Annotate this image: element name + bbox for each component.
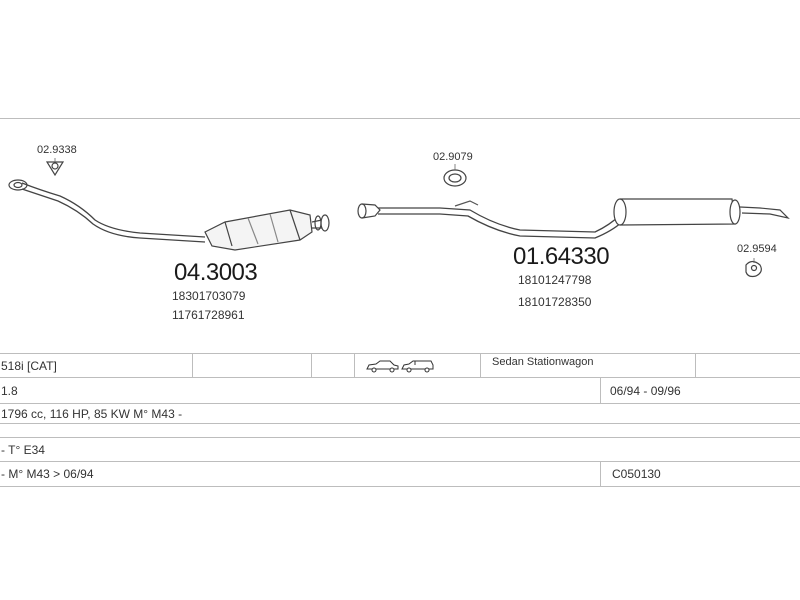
- front-pipe: [22, 183, 205, 237]
- gasket-icon: [47, 162, 63, 175]
- table-row-model: [0, 353, 800, 378]
- table-row-type: [0, 437, 800, 462]
- rear-silencer: [614, 199, 740, 225]
- engine-code-cell: - M° M43 > 06/94: [1, 467, 94, 481]
- part-number-01-64330: 01.64330: [513, 243, 610, 270]
- table-row-engine: [0, 377, 800, 404]
- front-flange: [9, 180, 27, 190]
- reference-code-cell: C050130: [612, 467, 661, 481]
- table-row-engine-code: [0, 461, 800, 487]
- stationwagon-icon: [402, 361, 433, 372]
- ring-icon: [444, 170, 466, 186]
- specs-cell: 1796 cc, 116 HP, 85 KW M° M43 -: [1, 407, 183, 421]
- table-row-spacer: [0, 423, 800, 438]
- part-ref-11761728961: 11761728961: [172, 308, 245, 322]
- part-number-04-3003: 04.3003: [174, 259, 258, 286]
- model-cell: 518i [CAT]: [1, 359, 57, 373]
- sedan-icon: [367, 361, 398, 372]
- clamp-icon: [746, 262, 761, 277]
- type-cell: - T° E34: [1, 443, 45, 457]
- rear-pipe: [378, 208, 620, 232]
- part-code-02-9079: 02.9079: [433, 151, 473, 163]
- middle-flange: [358, 204, 380, 218]
- part-ref-18101247798: 18101247798: [518, 273, 592, 287]
- part-ref-18301703079: 18301703079: [172, 289, 246, 303]
- part-code-02-9338: 02.9338: [37, 144, 77, 156]
- production-dates-cell: 06/94 - 09/96: [610, 384, 681, 398]
- part-code-02-9594: 02.9594: [737, 243, 777, 255]
- body-type-icons: [366, 354, 434, 378]
- table-row-specs: [0, 403, 800, 424]
- engine-cell: 1.8: [1, 384, 18, 398]
- body-type-cell: Sedan Stationwagon: [492, 356, 594, 368]
- part-ref-18101728350: 18101728350: [518, 295, 592, 309]
- catalytic-converter: [205, 210, 312, 250]
